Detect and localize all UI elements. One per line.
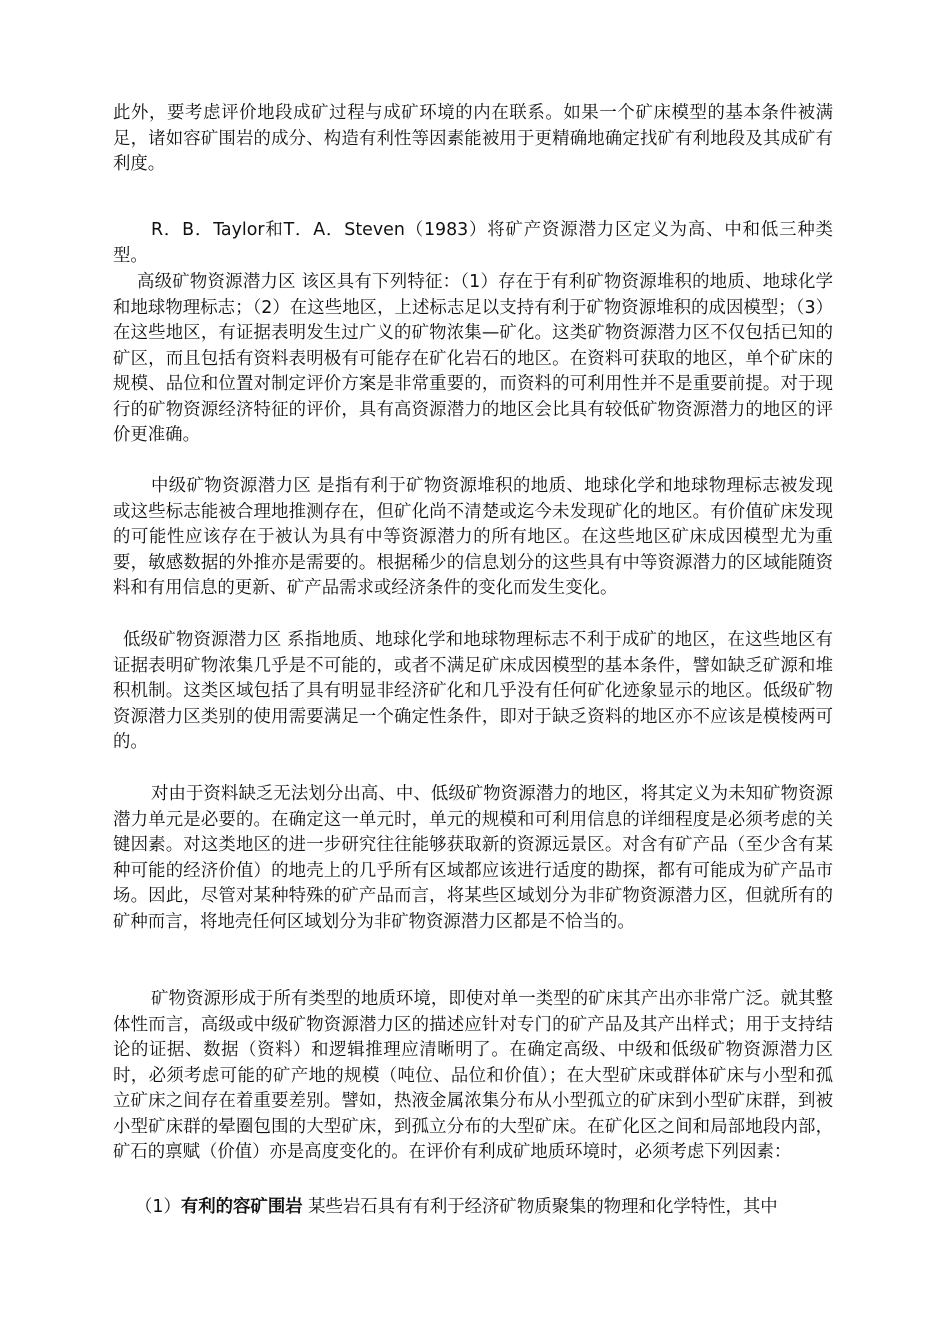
paragraph-low-potential: 低级矿物资源潜力区 系指地质、地球化学和地球物理标志不利于成矿的地区，在这些地区有证据表明矿物浓集几乎是不可能的，或者不满足矿床成因模型的基本条件，譬如缺乏矿源和堆积机制。这类区域包括了具有明显非经济矿化和几乎没有任何矿化迹象显示的地区。低级矿物资源潜力区类别的使用需要满足一个确定性条件，即对于缺乏资料的地区亦不应该是模棱两可的。 bbox=[113, 630, 833, 752]
paragraph-geologic-environment: 矿物资源形成于所有类型的地质环境，即使对单一类型的矿床其产出亦非常广泛。就其整体性而言，高级或中级矿物资源潜力区的描述应针对专门的矿产品及其产出样式；用于支持结论的证据、数据（资料）和逻辑推理应清晰明了。在确定高级、中级和低级矿物资源潜力区时，必须考虑可能的矿产地的规模（吨位、品位和价值）；在大型矿床或群体矿床与小型和孤立矿床之间存在着重要差别。譬如，热液金属浓集分布从小型孤立的矿床到小型矿床群，到被小型矿床群的晕圈包围的大型矿床，到孤立分布的大型矿床。在矿化区之间和局部地段内部，矿石的禀赋（价值）亦是高度变化的。在评价有利成矿地质环境时，必须考虑下列因素： bbox=[113, 989, 833, 1162]
paragraph-intro: 此外，要考虑评价地段成矿过程与成矿环境的内在联系。如果一个矿床模型的基本条件被满足，诸如容矿围岩的成分、构造有利性等因素能被用于更精确地确定找矿有利地段及其成矿有利度。 bbox=[113, 103, 833, 174]
paragraph-medium-potential: 中级矿物资源潜力区 是指有利于矿物资源堆积的地质、地球化学和地球物理标志被发现或这些标志能被合理地推测存在，但矿化尚不清楚或迄今未发现矿化的地区。有价值矿床发现的可能性应该存在于被认为具有中等资源潜力的所有地区。在这些地区矿床成因模型尤为重要，敏感数据的外推亦是需要的。根据稀少的信息划分的这些具有中等资源潜力的区域能随资料和有用信息的更新、矿产品需求或经济条件的变化而发生变化。 bbox=[113, 476, 833, 598]
paragraph-unknown-potential: 对由于资料缺乏无法划分出高、中、低级矿物资源潜力的地区，将其定义为未知矿物资源潜力单元是必要的。在确定这一单元时，单元的规模和可利用信息的详细程度是必须考虑的关键因素。对这类地区的进一步研究往往能够获取新的资源远景区。对含有矿产品（至少含有某种可能的经济价值）的地壳上的几乎所有区域都应该进行适度的勘探，都有可能成为矿产品市场。因此，尽管对某种特殊的矿产品而言，将某些区域划分为非矿物资源潜力区，但就所有的矿种而言，将地壳任何区域划分为非矿物资源潜力区都是不恰当的。 bbox=[113, 784, 833, 932]
paragraph-high-potential: 高级矿物资源潜力区 该区具有下列特征：（1）存在于有利矿物资源堆积的地质、地球化学和地球物理标志；（2）在这些地区，上述标志足以支持有利于矿物资源堆积的成因模型；（3）在这些地区，有证据表明发生过广义的矿物浓集—矿化。这类矿物资源潜力区不仅包括已知的矿区，而且包括有资料表明极有可能存在矿化岩石的地区。在资料可获取的地区，单个矿床的规模、品位和位置对制定评价方案是非常重要的，而资料的可利用性并不是重要前提。对于现行的矿物资源经济特征的评价，具有高资源潜力的地区会比具有较低矿物资源潜力的地区的评价更准确。 bbox=[113, 272, 833, 445]
list-item-favorable-host-rock bbox=[113, 1195, 833, 1221]
list-item-text: 某些岩石具有有利于经济矿物质聚集的物理和化学特性，其中 bbox=[302, 1197, 778, 1217]
list-item-number: （1） bbox=[135, 1197, 181, 1217]
paragraph-taylor-steven: R．B．Taylor和T．A．Steven（1983）将矿产资源潜力区定义为高、中和低三种类型。 bbox=[113, 220, 833, 266]
list-item-heading: 有利的容矿围岩 bbox=[180, 1197, 303, 1217]
